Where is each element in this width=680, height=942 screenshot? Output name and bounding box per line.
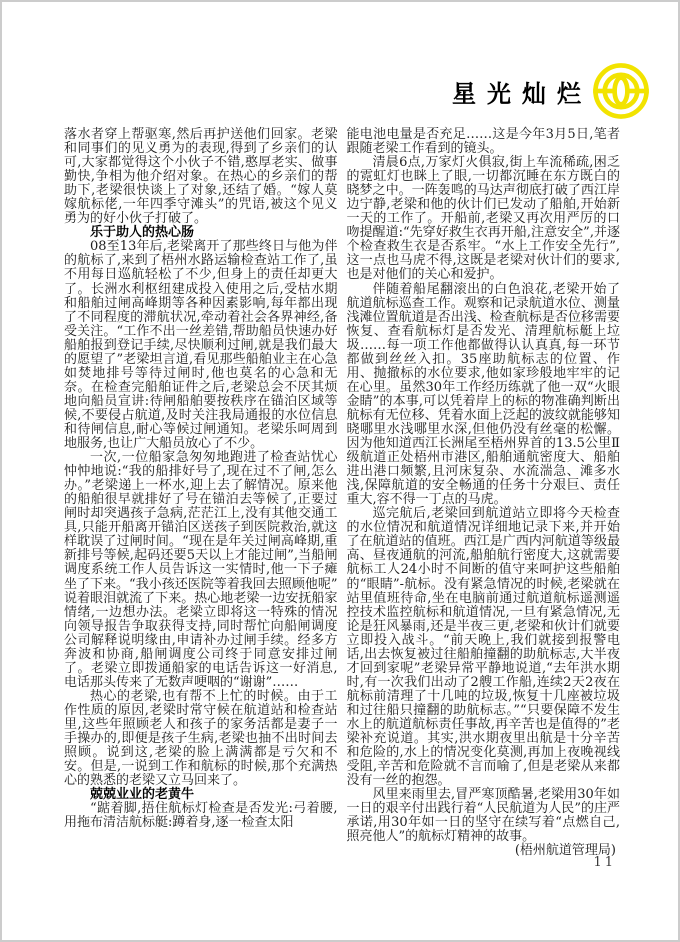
paragraph: 08至13年后,老梁离开了那些终日与他为伴的航标了,来到了梧州水路运输检查站工作了,虽不用每日巡航轻松了不少,但身上的责任却更大了。长洲水利枢纽建成投入使用之后,受枯水期和船舶过闸高峰期等各种因素影响,每年都出现了不同程度的滞航状况,牵动着社会各界神经,备受关注。“工作不出一丝差错,帮助船员快速办好船舶报到登记手续,尽快顺利过闸,就是我们最大的愿望了”老梁坦言道,看见那些船舶业主在心急如焚地排号等待过闸时,他也莫名的心急和无奈。在检查完船舶证件之后,老梁总会不厌其烦地向船员宣讲:待闸船舶要按秩序在锚泊区域等候,不要侵占航道,及时关注我局通报的水位信息和待闸信息,耐心等候过闸通知。老梁乐呵周到地服务,也让广大船员放心了不少。 xyxy=(64,239,338,452)
paragraph: 巡完航后,老梁回到航道站立即将今天检查的水位情况和航道情况详细地记录下来,并开始了在航道站的值班。西江是广西内河航道等级最高、昼夜通航的河流,船舶航行密度大,这就需要航标工人24小时不间断的值守来呵护这些船舶的“眼睛”-航标。没有紧急情况的时候,老梁就在站里值班待命,坐在电脑前通过航道航标遥测遥控技术监控航标和航道情况,一旦有紧急情况,无论是狂风暴雨,还是半夜三更,老梁和伙计们就要立即投入战斗。“前天晚上,我们就接到报警电话,出去恢复被过往船舶撞翻的助航标志,大半夜才回到家呢”老梁异常平静地说道,“去年洪水期时,有一次我们出动了2艘工作船,连续2天2夜在航标前清理了十几吨的垃圾,恢复十几座被垃圾和过往船只撞翻的助航标志。”“只要保障不发生水上的航道航标责任事故,再辛苦也是值得的”老梁补充说道。其实,洪水期夜里出航是十分辛苦和危险的,水上的情况变化莫测,再加上夜晚视线受阻,辛苦和危险就不言而喻了,但是老梁从来都没有一丝的抱怨。 xyxy=(346,506,620,789)
section-heading: 兢兢业业的老黄牛 xyxy=(90,787,195,803)
page-header xyxy=(452,62,650,120)
paragraph: “踮着脚,捂住航标灯检查是否发光:弓着腰,用拖布清洁航标艇:蹲着身,逐一检查太阳 xyxy=(64,801,338,831)
paragraph: 热心的老梁,也有帮不上忙的时候。由于工作性质的原因,老梁时常守候在航道站和检查站里,这些年照顾老人和孩子的家务活都是妻子一手操办的,即便是孩子生病,老梁也抽不出时间去照顾。说到这,老梁的脸上满满都是亏欠和不安。但是,一说到工作和航标的时候,那个充满热心的熟悉的老梁又立马回来了。 xyxy=(64,688,338,789)
paragraph: 风里来雨里去,冒严寒顶酷暑,老梁用30年如一日的艰辛付出践行着“人民航道为人民”的庄严承诺,用30年如一日的坚守在续写着“点燃自己,照亮他人”的航标灯精神的故事。 xyxy=(346,787,620,845)
paragraph: 清晨6点,万家灯火俱寂,街上车流稀疏,困乏的霓虹灯也眯上了眼,一切都沉睡在东方既白的晓梦之中。一阵轰鸣的马达声彻底打破了西江岸边宁静,老梁和他的伙计们已发动了船舶,开始新一天的工作了。开船前,老梁又再次用严厉的口吻提醒道:“先穿好救生衣再开船,注意安全”,并逐个检查救生衣是否系牢。“水上工作安全先行”,这一点也马虎不得,这既是老梁对伙计们的要求,也是对他们的关心和爱护。 xyxy=(346,155,620,283)
section-heading: 乐于助人的热心肠 xyxy=(90,225,195,241)
article-body xyxy=(64,128,620,858)
paragraph: 伴随着船尾翻滚出的白色浪花,老梁开始了航道航标巡查工作。观察和记录航道水位、测量浅滩位置航道是否出浅、检查航标是否位移需要恢复、查看航标灯是否发光、清理航标艇上垃圾……每一项工作他都做得认认真真,每一环节都做到丝丝入扣。35座助航标志的位置、作用、抛撤标的水位要求,他如家珍般地牢牢的记在心里。虽然30年工作经历练就了他一双“火眼金睛”的本事,可以凭着岸上的标的物准确判断出航标有无位移、凭着水面上泛起的波纹就能够知晓哪里水浅哪里水深,但他仍没有丝毫的松懈。因为他知道西江长洲尾至梧州界首的13.5公里Ⅱ级航道正处梧州市港区,船舶通航密度大、船舶进出港口频繁,且河床复杂、水流湍急、滩多水浅,保障航道的安全畅通的任务十分艰巨、责任重大,容不得一丁点的马虎。 xyxy=(346,281,620,508)
paragraph: 落水者穿上帮驱寒,然后再护送他们回家。老梁和同事们的见义勇为的表现,得到了乡亲们的认可,大家都觉得这个小伙子不错,憨厚老实、做事勤快,争相为他介绍对象。在热心的乡亲们的帮助下,老梁很快谈上了对象,还结了婚。“嫁人莫嫁航标佬,一年四季守滩头”的咒语,被这个见义勇为的好小伙子打破了。 xyxy=(64,127,338,227)
trade-union-emblem-icon xyxy=(592,62,650,120)
right-column xyxy=(347,128,621,858)
attribution: (梧州航道管理局) xyxy=(514,843,616,859)
left-column xyxy=(64,128,338,858)
paragraph: 能电池电量是否充足……这是今年3月5日,笔者跟随老梁工作看到的镜头。 xyxy=(346,127,620,157)
page-number: 11 xyxy=(593,855,616,870)
paragraph: 一次,一位船家急匆匆地跑进了检查站忧心忡忡地说:“我的船排好号了,现在过不了闸,怎么办。”老梁递上一杯水,迎上去了解情况。原来他的船舶很早就排好了号在锚泊去等候了,正要过闸时却突遇孩子急病,茫茫江上,没有其他交通工具,只能开船离开锚泊区送孩子到医院救治,就这样耽误了过闸时间。“现在是年关过闸高峰期,重新排号等候,起码还要5天以上才能过闸”,当船闸调度系统工作人员告诉这一实情时,他一下子瘫坐了下来。“我小孩还医院等着我回去照顾他呢”说着眼泪就流了下来。热心地老梁一边安抚船家情绪,一边想办法。老梁立即将这一特殊的情况向领导报告争取获得支持,同时帮忙向船闸调度公司解释说明缘由,申请补办过闸手续。经多方奔波和协商,船闸调度公司终于同意安排过闸了。老梁立即拨通船家的电话告诉这一好消息,电话那头传来了无数声哽咽的“谢谢”…… xyxy=(64,450,338,690)
column-section-title: 星光灿烂 xyxy=(452,78,592,108)
